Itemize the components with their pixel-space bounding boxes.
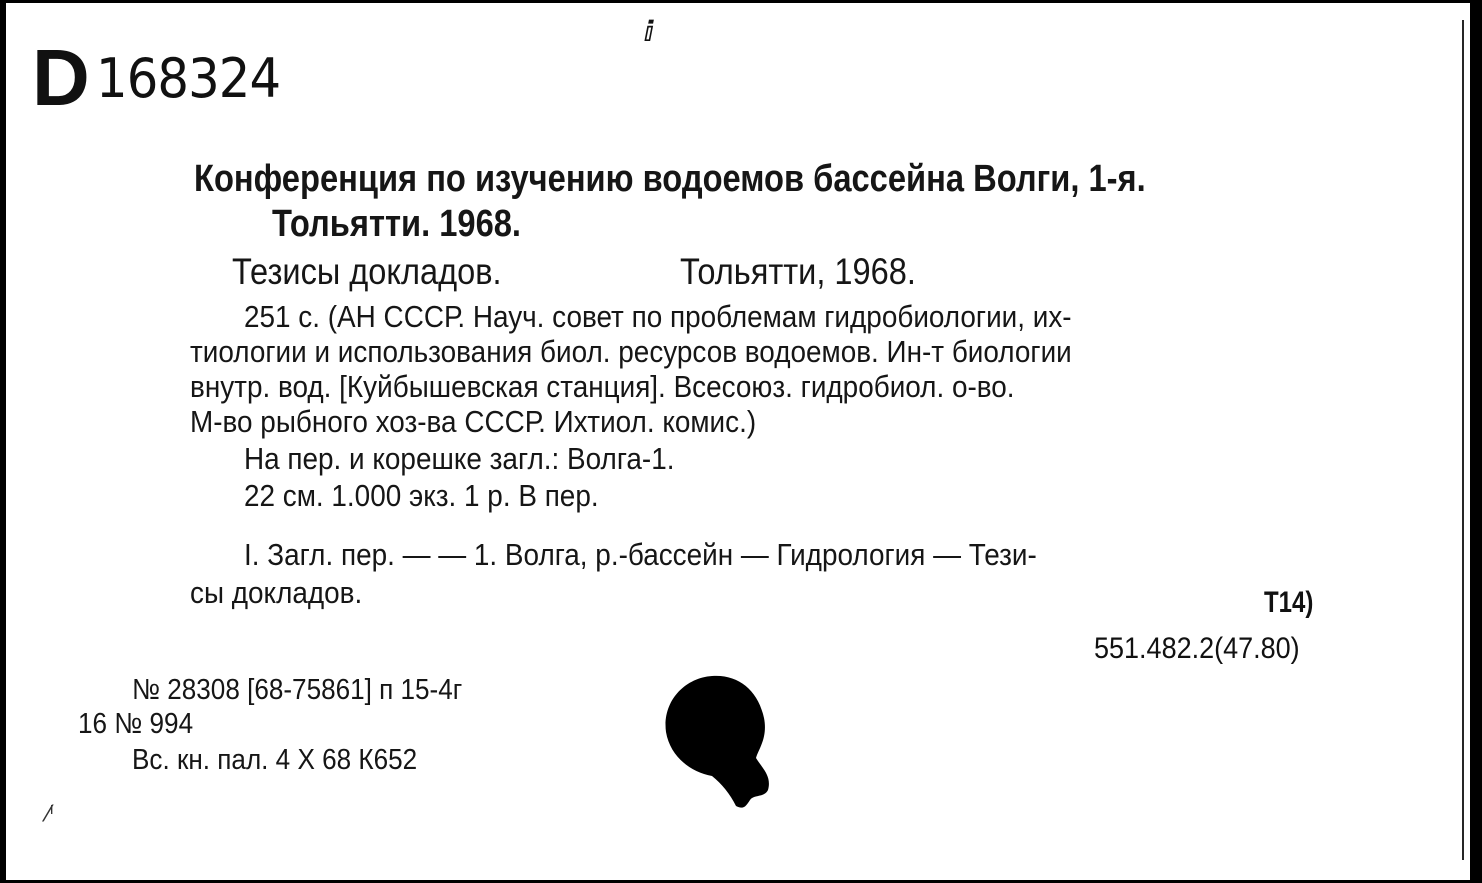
card-edge-top [0, 0, 1482, 3]
title-imprint: Тольятти, 1968. [680, 251, 916, 292]
description-line-1: 251 с. (АН СССР. Науч. совет по проблемам гидробиологии, их- [244, 299, 1072, 334]
punch-hole-blot [662, 672, 774, 812]
description-line-2: тиологии и использования биол. ресурсов водоемов. Ин-т биологии [190, 334, 1072, 369]
note-line-1: На пер. и корешке загл.: Волга-1. [244, 441, 675, 476]
udc-code: 551.482.2(47.80) [1094, 632, 1300, 665]
inventory-number: 168324 [96, 47, 281, 110]
ink-mark: ⅈ [644, 15, 654, 48]
heading-line-2: Тольятти. 1968. [272, 203, 522, 245]
heading-line-1: Конференция по изучению водоемов бассейна Волги, 1-я. [194, 158, 1146, 200]
inventory-letter: D [32, 33, 88, 122]
footer-line-3: Вс. кн. пал. 4 X 68 К652 [132, 744, 418, 776]
card-edge-shadow [1462, 20, 1464, 860]
tracing-line-2: сы докладов. [190, 575, 363, 610]
card-edge-left [0, 0, 6, 883]
description-line-3: внутр. вод. [Куйбышевская станция]. Всесоюз. гидробиол. о-во. [190, 369, 1015, 404]
title-main: Тезисы докладов. [232, 251, 502, 292]
tracing-line-1: I. Загл. пер. — — 1. Волга, р.-бассейн — Гидрология — Тези- [244, 537, 1037, 572]
description-line-4: М-во рыбного хоз-ва СССР. Ихтиол. комис.) [190, 404, 757, 439]
footer-line-2: 16 № 994 [78, 708, 194, 740]
card-edge-right [1470, 0, 1482, 883]
footer-line-1: № 28308 [68-75861] п 15-4г [132, 674, 463, 706]
handwritten-note: Т14) [1264, 586, 1314, 619]
note-line-2: 22 см. 1.000 экз. 1 р. В пер. [244, 478, 599, 513]
ink-speck: ⁄ᴵ [46, 802, 54, 827]
